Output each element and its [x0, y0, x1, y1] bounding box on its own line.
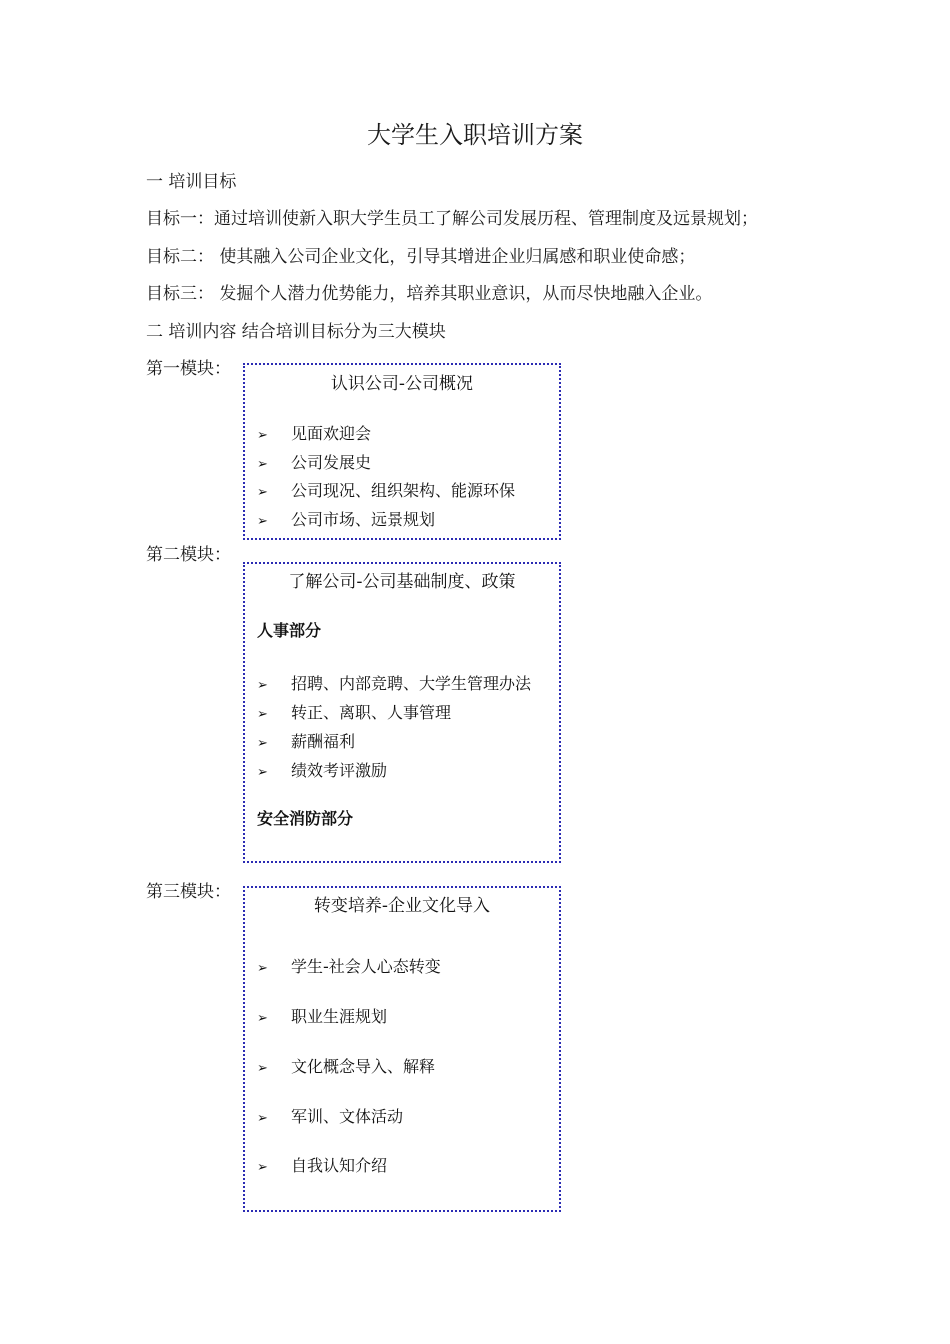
- module-3-title: 转变培养-企业文化导入: [313, 896, 491, 916]
- list-item: ➢ 军训、文体活动: [257, 1106, 403, 1130]
- module-1-label: 第一模块：: [146, 359, 231, 379]
- list-item: ➢ 见面欢迎会: [257, 423, 371, 447]
- arrow-bullet-icon: ➢: [257, 678, 268, 693]
- list-item: ➢ 招聘、内部竞聘、大学生管理办法: [257, 673, 531, 697]
- document-title: 大学生入职培训方案: [367, 121, 583, 149]
- goal-2: 目标二： 使其融入公司企业文化，引导其增进企业归属感和职业使命感；: [146, 247, 696, 267]
- goal-1: 目标一：通过培训使新入职大学生员工了解公司发展历程、管理制度及远景规划；: [146, 209, 758, 229]
- list-item: ➢ 转正、离职、人事管理: [257, 702, 451, 726]
- arrow-bullet-icon: ➢: [257, 961, 268, 976]
- goal-3: 目标三： 发掘个人潜力优势能力，培养其职业意识，从而尽快地融入企业。: [146, 284, 713, 304]
- module-2-title: 了解公司-公司基础制度、政策: [288, 572, 516, 592]
- arrow-bullet-icon: ➢: [257, 736, 268, 751]
- arrow-bullet-icon: ➢: [257, 707, 268, 722]
- list-item: ➢ 薪酬福利: [257, 731, 355, 755]
- list-item: ➢ 职业生涯规划: [257, 1006, 387, 1030]
- list-item: ➢ 公司现况、组织架构、能源环保: [257, 480, 515, 504]
- module-1-box: [243, 363, 561, 540]
- list-item: ➢ 自我认知介绍: [257, 1155, 387, 1179]
- list-item: ➢ 公司市场、远景规划: [257, 509, 435, 533]
- arrow-bullet-icon: ➢: [257, 1111, 268, 1126]
- section1-heading: 一 培训目标: [146, 172, 237, 192]
- arrow-bullet-icon: ➢: [257, 457, 268, 472]
- module-1-title: 认识公司-公司概况: [330, 374, 474, 394]
- module-2-subhead-hr: 人事部分: [257, 621, 322, 640]
- module-2-label: 第二模块：: [146, 545, 231, 565]
- arrow-bullet-icon: ➢: [257, 514, 268, 529]
- module-2-subhead-safety: 安全消防部分: [257, 809, 354, 828]
- arrow-bullet-icon: ➢: [257, 1061, 268, 1076]
- arrow-bullet-icon: ➢: [257, 1011, 268, 1026]
- module-3-box: [243, 886, 561, 1212]
- list-item: ➢ 公司发展史: [257, 452, 371, 476]
- arrow-bullet-icon: ➢: [257, 485, 268, 500]
- list-item: ➢ 绩效考评激励: [257, 760, 387, 784]
- arrow-bullet-icon: ➢: [257, 428, 268, 443]
- module-3-label: 第三模块：: [146, 882, 231, 902]
- arrow-bullet-icon: ➢: [257, 765, 268, 780]
- section2-heading: 二 培训内容 结合培训目标分为三大模块: [146, 322, 446, 342]
- list-item: ➢ 学生-社会人心态转变: [257, 956, 441, 980]
- arrow-bullet-icon: ➢: [257, 1160, 268, 1175]
- module-2-box: [243, 562, 561, 863]
- list-item: ➢ 文化概念导入、解释: [257, 1056, 435, 1080]
